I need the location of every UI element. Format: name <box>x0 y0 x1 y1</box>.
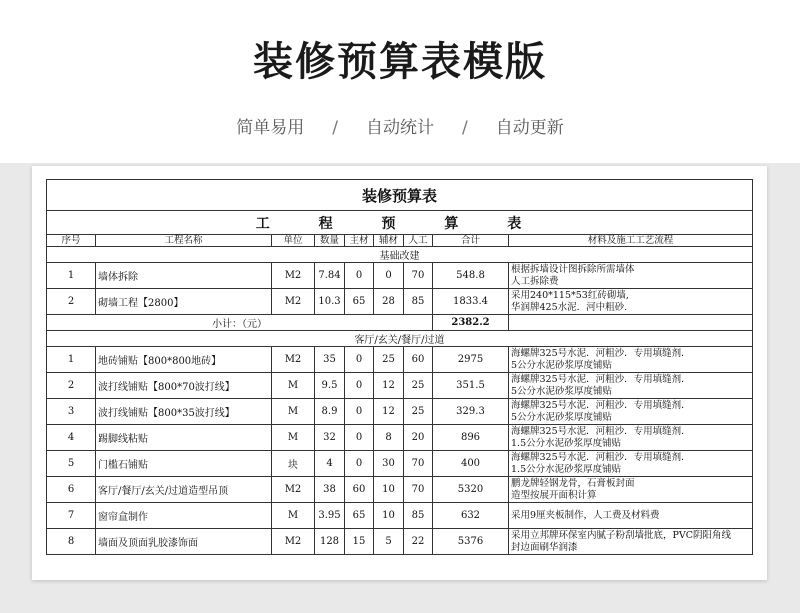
cell-total: 548.8 <box>433 263 509 289</box>
table-row <box>47 373 753 399</box>
cell-main: 0 <box>345 451 374 477</box>
cell-qty: 4 <box>315 451 345 477</box>
cell-no: 6 <box>47 477 96 503</box>
cell-qty: 38 <box>315 477 345 503</box>
cell-desc: 海螺牌325号水泥．河粗沙．专用填缝剂． 1.5公分水泥砂浆厚度铺贴 <box>509 425 753 451</box>
cell-aux: 12 <box>374 399 404 425</box>
cell-unit: M <box>272 425 315 451</box>
cell-labor: 60 <box>404 347 433 373</box>
cell-total: 632 <box>433 503 509 529</box>
tagline-separator: / <box>462 118 468 138</box>
cell-aux: 30 <box>374 451 404 477</box>
cell-total: 329.3 <box>433 399 509 425</box>
col-header-name: 工程名称 <box>96 235 272 247</box>
cell-total: 5320 <box>433 477 509 503</box>
cell-name: 踢脚线粘贴 <box>96 425 272 451</box>
cell-main: 65 <box>345 503 374 529</box>
cell-desc: 采用立邦牌环保室内腻子粉刮墙批底，PVC阴阳角线 封边面刷华润漆 <box>509 529 753 555</box>
sheet-title: 装修预算表 <box>47 180 753 211</box>
cell-name: 砌墙工程【2800】 <box>96 289 272 315</box>
cell-desc: 采用240*115*53红砖砌墙, 华润牌425水泥．河中粗砂. <box>509 289 753 315</box>
cell-main: 0 <box>345 347 374 373</box>
col-header-unit: 单位 <box>272 235 315 247</box>
section-name: 客厅/玄关/餐厅/过道 <box>47 331 753 347</box>
cell-qty: 35 <box>315 347 345 373</box>
col-header-no: 序号 <box>47 235 96 247</box>
table-row <box>47 263 753 289</box>
spreadsheet-preview <box>32 166 767 580</box>
cell-desc: 海螺牌325号水泥．河粗沙．专用填缝剂． 5公分水泥砂浆厚度铺贴 <box>509 347 753 373</box>
page-headline: 装修预算表模版 <box>253 39 547 85</box>
cell-desc: 鹏龙牌轻钢龙骨，石膏板封面 造型按展开面积计算 <box>509 477 753 503</box>
cell-unit: M <box>272 399 315 425</box>
cell-aux: 0 <box>374 263 404 289</box>
section-header-row <box>47 247 753 263</box>
cell-name: 墙体拆除 <box>96 263 272 289</box>
cell-main: 65 <box>345 289 374 315</box>
subtotal-desc-cell <box>509 315 753 331</box>
cell-aux: 8 <box>374 425 404 451</box>
cell-labor: 25 <box>404 399 433 425</box>
cell-total: 2975 <box>433 347 509 373</box>
cell-labor: 85 <box>404 503 433 529</box>
cell-name: 波打线铺贴【800*70波打线】 <box>96 373 272 399</box>
cell-labor: 85 <box>404 289 433 315</box>
cell-name: 波打线铺贴【800*35波打线】 <box>96 399 272 425</box>
cell-unit: M <box>272 503 315 529</box>
col-header-labor: 人工 <box>404 235 433 247</box>
cell-labor: 70 <box>404 451 433 477</box>
cell-no: 8 <box>47 529 96 555</box>
cell-total: 1833.4 <box>433 289 509 315</box>
cell-desc: 海螺牌325号水泥．河粗沙．专用填缝剂． 5公分水泥砂浆厚度铺贴 <box>509 373 753 399</box>
cell-unit: M2 <box>272 289 315 315</box>
cell-aux: 10 <box>374 477 404 503</box>
cell-no: 1 <box>47 347 96 373</box>
table-row <box>47 425 753 451</box>
tagline-auto-update: 自动更新 <box>495 118 564 138</box>
cell-no: 2 <box>47 373 96 399</box>
cell-total: 5376 <box>433 529 509 555</box>
cell-labor: 70 <box>404 263 433 289</box>
cell-name: 窗帘盒制作 <box>96 503 272 529</box>
col-header-aux: 辅材 <box>374 235 404 247</box>
cell-name: 门槛石铺贴 <box>96 451 272 477</box>
cell-desc: 根据拆墙设计图拆除所需墙体 人工拆除费 <box>509 263 753 289</box>
cell-unit: M <box>272 373 315 399</box>
table-row <box>47 399 753 425</box>
section-name: 基础改建 <box>47 247 753 263</box>
cell-desc: 海螺牌325号水泥．河粗沙．专用填缝剂． 5公分水泥砂浆厚度铺贴 <box>509 399 753 425</box>
col-header-main: 主材 <box>345 235 374 247</box>
cell-labor: 20 <box>404 425 433 451</box>
subtotal-value: 2382.2 <box>433 315 509 331</box>
cell-name: 地砖铺贴【800*800地砖】 <box>96 347 272 373</box>
cell-main: 0 <box>345 399 374 425</box>
feature-tagline <box>0 113 800 138</box>
cell-no: 7 <box>47 503 96 529</box>
cell-main: 0 <box>345 373 374 399</box>
cell-qty: 8.9 <box>315 399 345 425</box>
cell-aux: 28 <box>374 289 404 315</box>
tagline-easy: 简单易用 <box>236 118 305 138</box>
cell-total: 896 <box>433 425 509 451</box>
cell-qty: 7.84 <box>315 263 345 289</box>
cell-unit: M2 <box>272 477 315 503</box>
cell-no: 3 <box>47 399 96 425</box>
cell-total: 351.5 <box>433 373 509 399</box>
section-header-row <box>47 331 753 347</box>
table-row <box>47 451 753 477</box>
cell-aux: 10 <box>374 503 404 529</box>
cell-total: 400 <box>433 451 509 477</box>
cell-main: 15 <box>345 529 374 555</box>
cell-qty: 128 <box>315 529 345 555</box>
cell-desc: 海螺牌325号水泥．河粗沙．专用填缝剂． 1.5公分水泥砂浆厚度铺贴 <box>509 451 753 477</box>
cell-unit: M2 <box>272 263 315 289</box>
table-row <box>47 477 753 503</box>
subtotal-row <box>47 315 753 331</box>
col-header-desc: 材料及施工工艺流程 <box>509 235 753 247</box>
tagline-auto-stats: 自动统计 <box>366 118 434 138</box>
sheet-subtitle: 工 程 预 算 表 <box>47 211 753 235</box>
cell-qty: 9.5 <box>315 373 345 399</box>
cell-aux: 5 <box>374 529 404 555</box>
column-header-row <box>47 235 753 247</box>
subtotal-label: 小计：（元） <box>47 315 433 331</box>
budget-table <box>46 179 753 555</box>
cell-aux: 25 <box>374 347 404 373</box>
cell-name: 客厅/餐厅/玄关/过道造型吊顶 <box>96 477 272 503</box>
table-row <box>47 289 753 315</box>
cell-qty: 3.95 <box>315 503 345 529</box>
cell-desc: 采用9厘夹板制作，人工费及材料费 <box>509 503 753 529</box>
cell-name: 墙面及顶面乳胶漆饰面 <box>96 529 272 555</box>
tagline-separator: / <box>332 118 338 138</box>
cell-labor: 25 <box>404 373 433 399</box>
cell-no: 4 <box>47 425 96 451</box>
table-row <box>47 503 753 529</box>
cell-no: 5 <box>47 451 96 477</box>
cell-main: 60 <box>345 477 374 503</box>
cell-labor: 22 <box>404 529 433 555</box>
cell-qty: 32 <box>315 425 345 451</box>
cell-qty: 10.3 <box>315 289 345 315</box>
table-row <box>47 529 753 555</box>
cell-aux: 12 <box>374 373 404 399</box>
cell-no: 2 <box>47 289 96 315</box>
col-header-qty: 数量 <box>315 235 345 247</box>
cell-labor: 70 <box>404 477 433 503</box>
cell-main: 0 <box>345 425 374 451</box>
cell-no: 1 <box>47 263 96 289</box>
cell-unit: 块 <box>272 451 315 477</box>
table-row <box>47 347 753 373</box>
cell-unit: M2 <box>272 347 315 373</box>
col-header-total: 合计 <box>433 235 509 247</box>
cell-unit: M2 <box>272 529 315 555</box>
cell-main: 0 <box>345 263 374 289</box>
